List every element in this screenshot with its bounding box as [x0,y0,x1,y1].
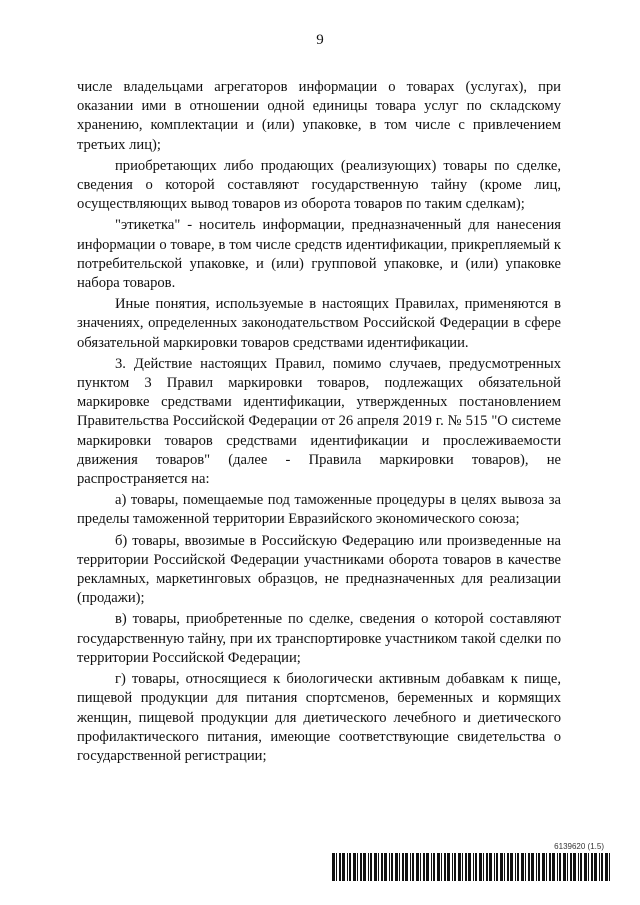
paragraph-3: "этикетка" - носитель информации, предназначенный для нанесения информации о товаре, в том числе средств идентификации, прикрепляемый к потребительской упаковке, и (или) групповой упаковке, и (или) упаковке набора товаров. [77,217,561,292]
page-number: 9 [316,32,324,48]
paragraph-5: 3. Действие настоящих Правил, помимо случаев, предусмотренных пунктом 3 Правил маркировки товаров, подлежащих обязательной маркировке средствами идентификации, утвержденных постановлением Правительства Российской Федерации от 26 апреля 2019 г. № 515 "О системе маркировки товаров средствами идентификации и прослеживаемости движения товаров" (далее - Правила маркировки товаров), не распространяется на: [77,355,561,488]
paragraph-7: б) товары, ввозимые в Российскую Федерацию или произведенные на территории Российской Федерации участниками оборота товаров в качестве рекламных, маркетинговых образцов, не предназначенных для реализации (продажи); [77,532,561,607]
paragraph-4: Иные понятия, используемые в настоящих Правилах, применяются в значениях, определенных законодательством Российской Федерации в сфере обязательной маркировки товаров средствами идентификации. [77,296,561,351]
document-body [77,78,561,768]
paragraph-8: в) товары, приобретенные по сделке, сведения о которой составляют государственную тайну, при их транспортировке участником такой сделки по территории Российской Федерации; [77,611,561,666]
paragraph-9: г) товары, относящиеся к биологически активным добавкам к пище, пищевой продукции для питания спортсменов, беременных и кормящих женщин, пищевой продукции для диетического лечебного и диетического профилактического питания, имеющие соответствующие свидетельства о государственной регистрации; [77,671,561,764]
paragraph-2: приобретающих либо продающих (реализующих) товары по сделке, сведения о которой составляют государственную тайну (кроме лиц, осуществляющих вывод товаров из оборота товаров по таким сделкам); [77,157,561,213]
paragraph-6: а) товары, помещаемые под таможенные процедуры в целях вывоза за пределы таможенной территории Евразийского экономического союза; [77,492,561,528]
barcode-number: 6139620 (1.5) [554,842,604,851]
paragraph-1: числе владельцами агрегаторов информации о товарах (услугах), при оказании ими в отношении одной единицы товара услуг по складскому хранению, комплектации и (или) упаковке, в том числе с привлечением третьих лиц); [77,79,561,153]
barcode-icon [332,853,612,881]
